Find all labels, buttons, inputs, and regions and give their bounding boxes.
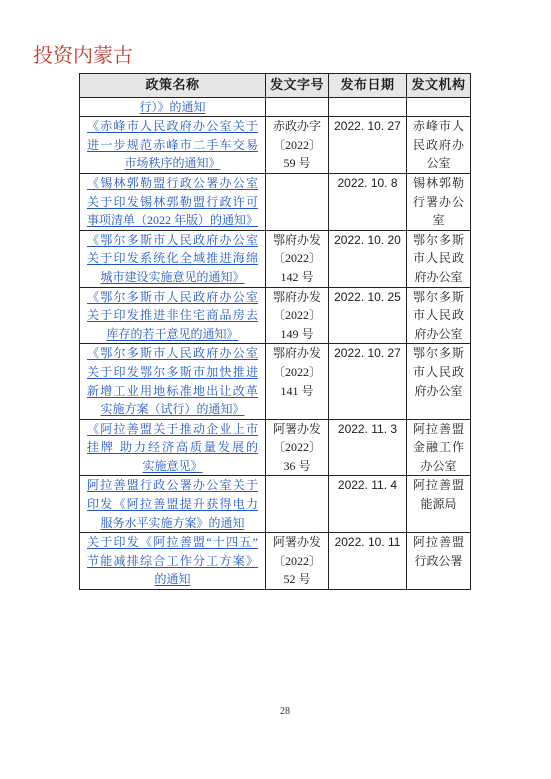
section-title: 投资内蒙古	[33, 45, 133, 67]
doc-number-line: 〔2022〕	[272, 308, 321, 323]
column-header-issuing-agency: 发文机构	[407, 74, 471, 98]
issuing-agency-cell	[407, 287, 471, 344]
doc-number-cell	[266, 97, 329, 117]
policy-row	[80, 533, 471, 590]
doc-number-line: 52 号	[283, 572, 311, 587]
policy-row	[80, 287, 471, 344]
publish-date-cell	[329, 117, 407, 174]
policy-table	[79, 73, 471, 590]
publish-date: 2022. 10. 11	[334, 535, 401, 550]
policy-name-line[interactable]: 事项清单（2022 年版）的通知》	[87, 213, 259, 228]
issuing-agency-line: 阿拉善盟	[413, 478, 464, 493]
policy-name-cell	[80, 533, 266, 590]
policy-name-line[interactable]: 进一步规范赤峰市二手车交易	[87, 137, 258, 152]
issuing-agency-line: 市人民政	[413, 251, 464, 266]
issuing-agency-line: 锡林郭勒	[413, 175, 464, 190]
issuing-agency-line: 办公室	[420, 458, 457, 473]
policy-link[interactable]	[87, 344, 258, 418]
issuing-agency-line: 鄂尔多斯	[413, 289, 464, 304]
policy-name-line[interactable]: 关于印发《阿拉善盟“十四五”	[87, 535, 258, 550]
policy-name-cell	[80, 230, 266, 287]
doc-number-cell	[266, 533, 329, 590]
issuing-agency-line: 室	[432, 213, 445, 228]
policy-name-line[interactable]: 关于印发鄂尔多斯市加快推进	[87, 364, 258, 379]
policy-link[interactable]	[87, 476, 258, 532]
policy-link[interactable]	[87, 420, 258, 476]
doc-number-line: 〔2022〕	[272, 364, 321, 379]
doc-number-line: 阿署办发	[272, 421, 321, 436]
doc-number-cell	[266, 419, 329, 476]
doc-number-line: 〔2022〕	[272, 553, 321, 568]
doc-number-cell	[266, 173, 329, 230]
policy-link[interactable]	[87, 533, 258, 589]
policy-name-cell	[80, 173, 266, 230]
policy-link[interactable]	[87, 117, 258, 173]
publish-date: 2022. 10. 20	[334, 232, 401, 247]
doc-number-line: 141 号	[280, 383, 314, 398]
publish-date: 2022. 10. 27	[334, 346, 401, 361]
policy-row	[80, 117, 471, 174]
issuing-agency-line: 行政公署	[414, 553, 463, 568]
column-header-doc-number: 发文字号	[266, 74, 329, 98]
publish-date-cell	[329, 287, 407, 344]
policy-row	[80, 97, 471, 117]
policy-row	[80, 230, 471, 287]
policy-name-line[interactable]: 服务水平实施方案》的通知	[100, 515, 245, 530]
publish-date: 2022. 10. 25	[334, 289, 401, 304]
policy-name-line[interactable]: 《锡林郭勒盟行政公署办公室	[87, 175, 258, 190]
publish-date: 2022. 10. 8	[337, 175, 398, 190]
doc-number-line: 〔2022〕	[272, 137, 321, 152]
issuing-agency-line: 府办公室	[414, 269, 463, 284]
issuing-agency-cell	[407, 97, 471, 117]
policy-name-cell	[80, 476, 266, 533]
policy-name-line[interactable]: 阿拉善盟行政公署办公室关于	[87, 478, 258, 493]
policy-name-line[interactable]: 《赤峰市人民政府办公室关于	[87, 119, 258, 134]
issuing-agency-line: 阿拉善盟	[413, 421, 464, 436]
policy-name-line[interactable]: 的通知	[154, 572, 191, 587]
policy-name-cell	[80, 117, 266, 174]
policy-name-line[interactable]: 城市建设实施意见的通知》	[100, 269, 245, 284]
policy-link[interactable]	[87, 288, 258, 344]
issuing-agency-line: 行署办公	[413, 194, 464, 209]
issuing-agency-cell	[407, 533, 471, 590]
publish-date-cell	[329, 476, 407, 533]
doc-number-line: 149 号	[280, 326, 314, 341]
publish-date-cell	[329, 230, 407, 287]
issuing-agency-line: 市人民政	[413, 308, 464, 323]
policy-link[interactable]	[87, 231, 258, 287]
issuing-agency-line: 金融工作	[413, 440, 464, 455]
publish-date: 2022. 11. 3	[337, 421, 398, 436]
policy-name-line[interactable]: 《鄂尔多斯市人民政府办公室	[87, 289, 258, 304]
policy-name-line[interactable]: 《鄂尔多斯市人民政府办公室	[87, 346, 258, 361]
issuing-agency-cell	[407, 230, 471, 287]
policy-name-line[interactable]: 实施意见》	[142, 458, 203, 473]
issuing-agency-line: 鄂尔多斯	[413, 232, 464, 247]
publish-date-cell	[329, 419, 407, 476]
issuing-agency-line: 府办公室	[414, 383, 463, 398]
publish-date-cell	[329, 173, 407, 230]
policy-name-line[interactable]: 节能减排综合工作分工方案》	[87, 553, 258, 568]
publish-date: 2022. 10. 27	[334, 119, 401, 134]
policy-name-line[interactable]: 行）》的通知	[139, 99, 206, 114]
policy-row	[80, 173, 471, 230]
issuing-agency-line: 鄂尔多斯	[413, 346, 464, 361]
issuing-agency-line: 赤峰市人	[413, 119, 464, 134]
doc-number-line: 〔2022〕	[272, 251, 321, 266]
issuing-agency-line: 市人民政	[413, 364, 464, 379]
doc-number-line: 36 号	[283, 458, 311, 473]
column-header-publish-date: 发布日期	[329, 74, 407, 98]
doc-number-cell	[266, 344, 329, 419]
policy-name-line[interactable]: 《阿拉善盟关于推动企业上市	[87, 421, 258, 436]
issuing-agency-cell	[407, 173, 471, 230]
doc-number-line: 鄂府办发	[272, 346, 321, 361]
publish-date-cell	[329, 97, 407, 117]
doc-number-line: 〔2022〕	[272, 440, 321, 455]
issuing-agency-cell	[407, 344, 471, 419]
policy-name-cell	[80, 419, 266, 476]
policy-name-line[interactable]: 挂牌 助力经济高质量发展的	[87, 440, 258, 455]
column-header-policy-name: 政策名称	[80, 74, 266, 98]
policy-name-line[interactable]: 实施方案（试行）的通知》	[100, 402, 245, 417]
doc-number-cell	[266, 230, 329, 287]
doc-number-cell	[266, 117, 329, 174]
doc-number-cell	[266, 287, 329, 344]
publish-date: 2022. 11. 4	[337, 478, 398, 493]
doc-number-line: 鄂府办发	[272, 289, 321, 304]
policy-link[interactable]	[87, 174, 258, 230]
publish-date-cell	[329, 533, 407, 590]
policy-name-line[interactable]: 关于印发系统化全域推进海绵	[87, 251, 258, 266]
policy-name-cell	[80, 287, 266, 344]
issuing-agency-cell	[407, 117, 471, 174]
issuing-agency-line: 公室	[426, 156, 451, 171]
doc-number-line: 142 号	[280, 269, 314, 284]
policy-name-line[interactable]: 关于印发锡林郭勒盟行政许可	[87, 194, 258, 209]
page-number: 28	[280, 706, 290, 717]
policy-name-line[interactable]: 市场秩序的通知》	[124, 156, 221, 171]
doc-number-cell	[266, 476, 329, 533]
table-header-row	[80, 74, 471, 98]
policy-name-line[interactable]: 关于印发推进非住宅商品房去	[87, 308, 258, 323]
policy-name-line[interactable]: 《鄂尔多斯市人民政府办公室	[87, 232, 258, 247]
policy-name-line[interactable]: 新增工业用地标准地出让改革	[87, 383, 258, 398]
issuing-agency-line: 民政府办	[413, 137, 464, 152]
policy-row	[80, 419, 471, 476]
policy-name-cell	[80, 344, 266, 419]
issuing-agency-line: 阿拉善盟	[413, 535, 464, 550]
doc-number-line: 59 号	[283, 156, 311, 171]
publish-date-cell	[329, 344, 407, 419]
issuing-agency-cell	[407, 476, 471, 533]
issuing-agency-line: 能源局	[420, 497, 457, 512]
doc-number-line: 阿署办发	[272, 535, 321, 550]
doc-number-line: 鄂府办发	[272, 232, 321, 247]
policy-name-line[interactable]: 库存的若干意见的通知》	[106, 326, 239, 341]
policy-row	[80, 344, 471, 419]
issuing-agency-cell	[407, 419, 471, 476]
issuing-agency-line: 府办公室	[414, 326, 463, 341]
policy-link[interactable]	[87, 98, 258, 117]
policy-name-line[interactable]: 印发《阿拉善盟提升获得电力	[87, 497, 258, 512]
policy-row	[80, 476, 471, 533]
doc-number-line: 赤政办字	[272, 119, 321, 134]
policy-name-cell	[80, 97, 266, 117]
